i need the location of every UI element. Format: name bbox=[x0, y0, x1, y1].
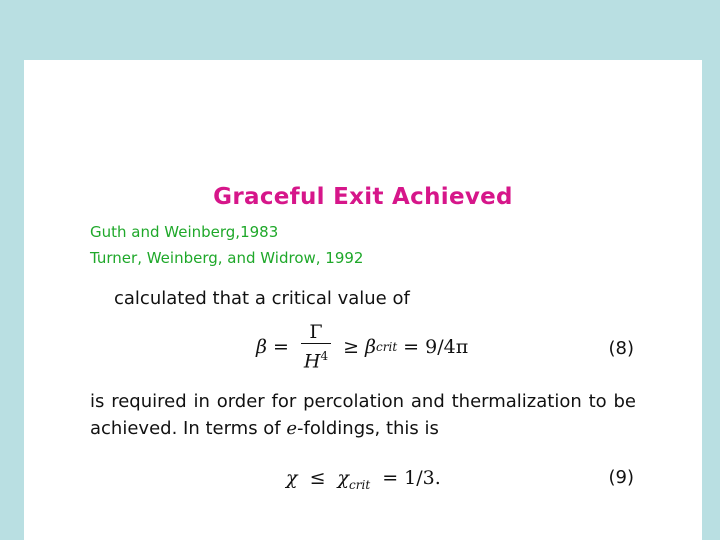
eq8-denominator-exponent: 4 bbox=[320, 348, 329, 363]
eq8-fraction bbox=[301, 321, 331, 373]
slide-page bbox=[24, 60, 702, 540]
body-text-part2: -foldings, this is bbox=[297, 418, 439, 439]
reference-guth-weinberg: Guth and Weinberg,1983 bbox=[90, 223, 279, 241]
eq9-chi-crit: χ bbox=[337, 467, 350, 489]
eq8-equals: = bbox=[272, 336, 289, 358]
equation-number-9: (9) bbox=[608, 467, 634, 488]
equation-8 bbox=[256, 322, 468, 372]
equation-number-8: (8) bbox=[608, 338, 634, 359]
eq8-denominator bbox=[301, 343, 331, 373]
eq8-crit-subscript: crit bbox=[376, 340, 398, 354]
intro-paragraph: calculated that a critical value of bbox=[114, 288, 410, 309]
eq8-beta-crit: β bbox=[365, 336, 377, 358]
eq9-chi: χ bbox=[286, 467, 298, 489]
eq8-rhs: = 9/4π bbox=[403, 336, 469, 358]
eq8-numerator: Γ bbox=[309, 320, 323, 343]
body-text-part1: is required in order for percolation and thermalization to be achieved. In terms of bbox=[90, 391, 636, 439]
eq9-crit-subscript: crit bbox=[349, 477, 371, 492]
body-paragraph bbox=[90, 388, 636, 442]
e-symbol: e bbox=[286, 418, 298, 439]
eq8-denominator-base: H bbox=[303, 350, 321, 373]
equation-9 bbox=[286, 467, 441, 492]
reference-turner-weinberg-widrow: Turner, Weinberg, and Widrow, 1992 bbox=[90, 249, 364, 267]
eq9-rhs: = 1/3. bbox=[382, 467, 441, 489]
eq8-geq: ≥ bbox=[343, 336, 360, 358]
eq8-beta: β bbox=[256, 336, 267, 358]
eq9-leq: ≤ bbox=[309, 467, 326, 489]
slide-title: Graceful Exit Achieved bbox=[213, 184, 513, 210]
